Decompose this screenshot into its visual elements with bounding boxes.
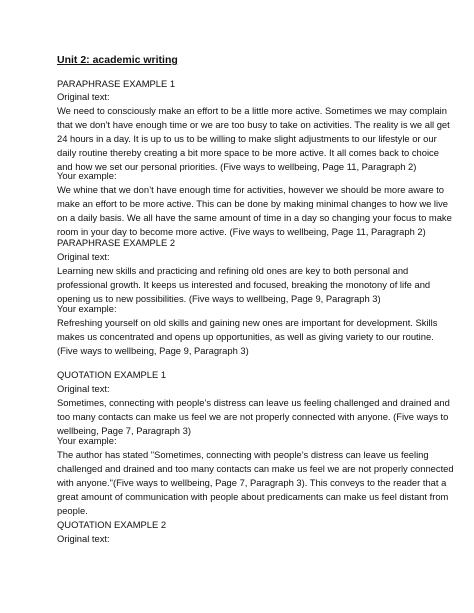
your-example-paragraph: Refreshing yourself on old skills and gaining new ones are important for development. Skills makes us concentrated and opens up opportunities, as well as giving variety to our routine. (Five ways to wellbeing, Page 9, Paragraph 3) [57, 317, 438, 356]
original-text-label: Original text: [57, 383, 110, 394]
original-text-paragraph: Learning new skills and practicing and refining old ones are key to both personal and professional growth. It keeps us interested and focused, breaking the monotony of life and opening us to new possibilities. (Five ways to wellbeing, Page 9, Paragraph 3) [57, 265, 431, 304]
your-example-label: Your example: [57, 435, 117, 446]
original-text-paragraph: Sometimes, connecting with people’s distress can leave us feeling challenged and drained and too many contacts can make us feel we are not properly connected with anyone. (Five ways to wellbeing, Page 7, Paragraph 3) [57, 397, 450, 436]
original-text-paragraph: We need to consciously make an effort to be a little more active. Sometimes we may complain that we don’t have enough time or we are too busy to take on activities. The reality is we all get 24 hours in a day. It is up to us to be willing to make slight adjustments to our lifestyle or our daily routine thereby creating a bit more space to be more active. It all comes back to choice and how we set our personal priorities. (Five ways to wellbeing, Page 11, Paragraph 2) [57, 105, 450, 172]
section-heading: QUOTATION EXAMPLE 2 [57, 519, 167, 530]
section-heading: PARAPHRASE EXAMPLE 1 [57, 78, 176, 89]
section-heading: QUOTATION EXAMPLE 1 [57, 369, 167, 380]
original-text-label: Original text: [57, 533, 110, 544]
your-example-paragraph: We whine that we don’t have enough time for activities, however we should be more aware to make an effort to be more active. This can be done by making minimal changes to how we live on a daily basis. We all have the same amount of time in a day so changing your focus to make room in your day to become more active. (Five ways to wellbeing, Page 11, Paragraph 2) [57, 184, 452, 237]
original-text-label: Original text: [57, 91, 110, 102]
your-example-paragraph: The author has stated "Sometimes, connecting with people’s distress can leave us feeling challenged and drained and too many contacts can make us feel we are not properly connected with anyone."(Five ways to wellbeing, Page 7, Paragraph 3). This conveys to the reader that a great amount of communication with people about predicaments can make us feel distant from people. [57, 449, 454, 516]
your-example-label: Your example: [57, 170, 117, 181]
original-text-label: Original text: [57, 251, 110, 262]
document-title: Unit 2: academic writing [57, 54, 178, 66]
section-heading: PARAPHRASE EXAMPLE 2 [57, 237, 176, 248]
your-example-label: Your example: [57, 303, 117, 314]
